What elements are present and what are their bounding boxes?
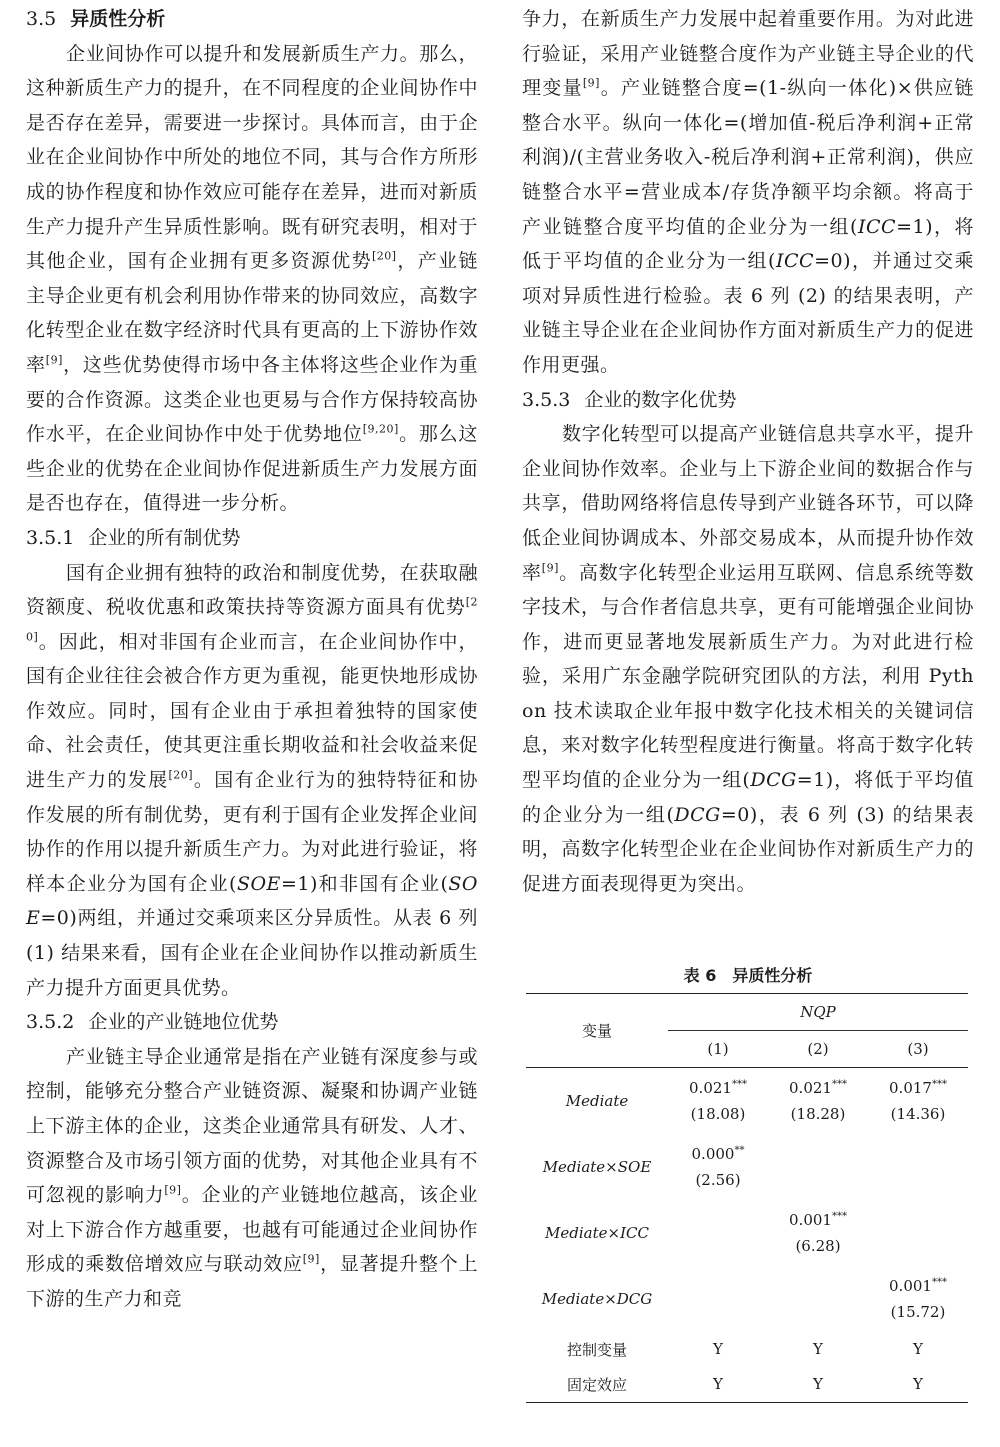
row-label-controls: 控制变量 [566, 1340, 627, 1359]
paragraph-intro: 企业间协作可以提升和发展新质生产力。那么，这种新质生产力的提升，在不同程度的企业间协作中是否存在差异，需要进一步探讨。具体而言，由于企业在企业间协作中所处的地位不同，其与合作方所形成的协作程度和协作效应可能存在差异，进而对新质生产力提升产生异质性影响。既有研究表明，相对于其他企业，国有企业拥有更多资源优势[20]，产业链主导企业更有机会利用协作带来的协同效应，高数字化转型企业在数字经济时代具有更高的上下游协作效率[9]，这些优势使得市场中各主体将这些企业作为重要的合作资源。这类企业也更易与合作方保持较高协作水平，在企业间协作中处于优势地位[9,20]。那么这些企业的优势在企业间协作促进新质生产力发展方面是否也存在，值得进一步分析。 [26, 42, 478, 515]
row-label-fixed-effects: 固定效应 [566, 1375, 627, 1394]
row-label: Mediate×SOE [542, 1158, 652, 1176]
header-variable: 变量 [581, 1022, 612, 1040]
row-label: Mediate×ICC [545, 1224, 649, 1242]
paragraph-industry-chain: 产业链主导企业通常是指在产业链有深度参与或控制，能够充分整合产业链资源、凝聚和协调产业链上下游主体的企业，这类企业通常具有研发、人才、资源整合及市场引领方面的优势，对其他企业具有不可忽视的影响力[9]。企业的产业链地位越高，该企业对上下游合作方越重要，也越有可能通过企业间协作形成的乘数倍增效应与联动效应[9]，显著提升整个上下游的生产力和竞 [26, 1045, 478, 1310]
paragraph-ownership: 国有企业拥有独特的政治和制度优势，在获取融资额度、税收优惠和政策扶持等资源方面具有优势[20]。因此，相对非国有企业而言，在企业间协作中，国有企业往往会被合作方更为重视，能更快地形成协作效应。同时，国有企业由于承担着独特的国家使命、社会责任，使其更注重长期收益和社会收益来促进生产力的发展[20]。国有企业行为的独特特征和协作发展的所有制优势，更有利于国有企业发挥企业间协作的作用以提升新质生产力。为对此进行验证，将样本企业分为国有企业(SOE=1)和非国有企业(SOE=0)两组，并通过交乘项来区分异质性。从表 6 列 (1) 结果来看，国有企业在企业间协作以推动新质生产力提升方面更具优势。 [26, 561, 478, 999]
section-heading-3-5-3: 3.5.3 企业的数字化优势 [522, 388, 737, 411]
citation: [20] [26, 595, 478, 644]
table-row: Mediate×SOE 0.000** (2.56) [526, 1134, 968, 1200]
paragraph-chain-continued: 争力，在新质生产力发展中起着重要作用。为对此进行验证，采用产业链整合度作为产业链主导企业的代理变量[9]。产业链整合度=(1-纵向一体化)×供应链整合水平。纵向一体化=(增加值-税后净利润+正常利润)/(主营业务收入-税后净利润+正常利润)，供应链整合水平=营业成本/存货净额平均余额。将高于产业链整合度平均值的企业分为一组(ICC=1)，将低于平均值的企业分为一组(ICC=0)，并通过交乘项对异质性进行检验。表 6 列 (2) 的结果表明，产业链主导企业在企业间协作方面对新质生产力的促进作用更强。 [522, 8, 975, 376]
left-column [26, 2, 478, 1317]
section-heading-3-5-2: 3.5.2 企业的产业链地位优势 [26, 1011, 279, 1034]
col-header: (3) [907, 1040, 929, 1058]
section-heading-3-5: 3.5 异质性分析 [26, 8, 166, 30]
section-heading-3-5-1: 3.5.1 企业的所有制优势 [26, 526, 241, 549]
table-caption: 表 6 异质性分析 [683, 966, 813, 985]
citation: [9] [45, 353, 63, 367]
citation: [9,20] [362, 422, 399, 436]
citation: [9] [541, 561, 559, 575]
citation: [9] [302, 1253, 320, 1267]
citation: [20] [168, 768, 194, 782]
col-header: (2) [807, 1040, 829, 1058]
regression-table [526, 993, 968, 1403]
right-column [522, 2, 974, 901]
table-row: 控制变量 Y Y Y [526, 1332, 968, 1366]
table-row: Mediate×ICC 0.001*** (6.28) [526, 1200, 968, 1266]
col-header: (1) [707, 1040, 729, 1058]
header-dependent-variable: NQP [668, 994, 968, 1031]
table-row: Mediate×DCG 0.001*** (15.72) [526, 1266, 968, 1332]
paragraph-digital: 数字化转型可以提高产业链信息共享水平，提升企业间协作效率。企业与上下游企业间的数据合作与共享，借助网络将信息传导到产业链各环节，可以降低企业间协调成本、外部交易成本，从而提升协作效率[9]。高数字化转型企业运用互联网、信息系统等数字技术，与合作者信息共享，更有可能增强企业间协作，进而更显著地发展新质生产力。为对此进行检验，采用广东金融学院研究团队的方法，利用 Python 技术读取企业年报中数字化技术相关的关键词信息，来对数字化转型程度进行衡量。将高于数字化转型平均值的企业分为一组(DCG=1)，将低于平均值的企业分为一组(DCG=0)，表 6 列 (3) 的结果表明，高数字化转型企业在企业间协作对新质生产力的促进方面表现得更为突出。 [522, 423, 974, 895]
table-row: Mediate 0.021*** (18.08) 0.021*** (18.28) 0.017*** (14.36) [526, 1068, 968, 1135]
citation: [9] [164, 1183, 182, 1197]
row-label: Mediate×DCG [541, 1290, 653, 1308]
table-row: 固定效应 Y Y Y [526, 1366, 968, 1403]
citation: [9] [582, 76, 600, 90]
citation: [20] [371, 249, 397, 263]
row-label: Mediate [565, 1092, 629, 1110]
